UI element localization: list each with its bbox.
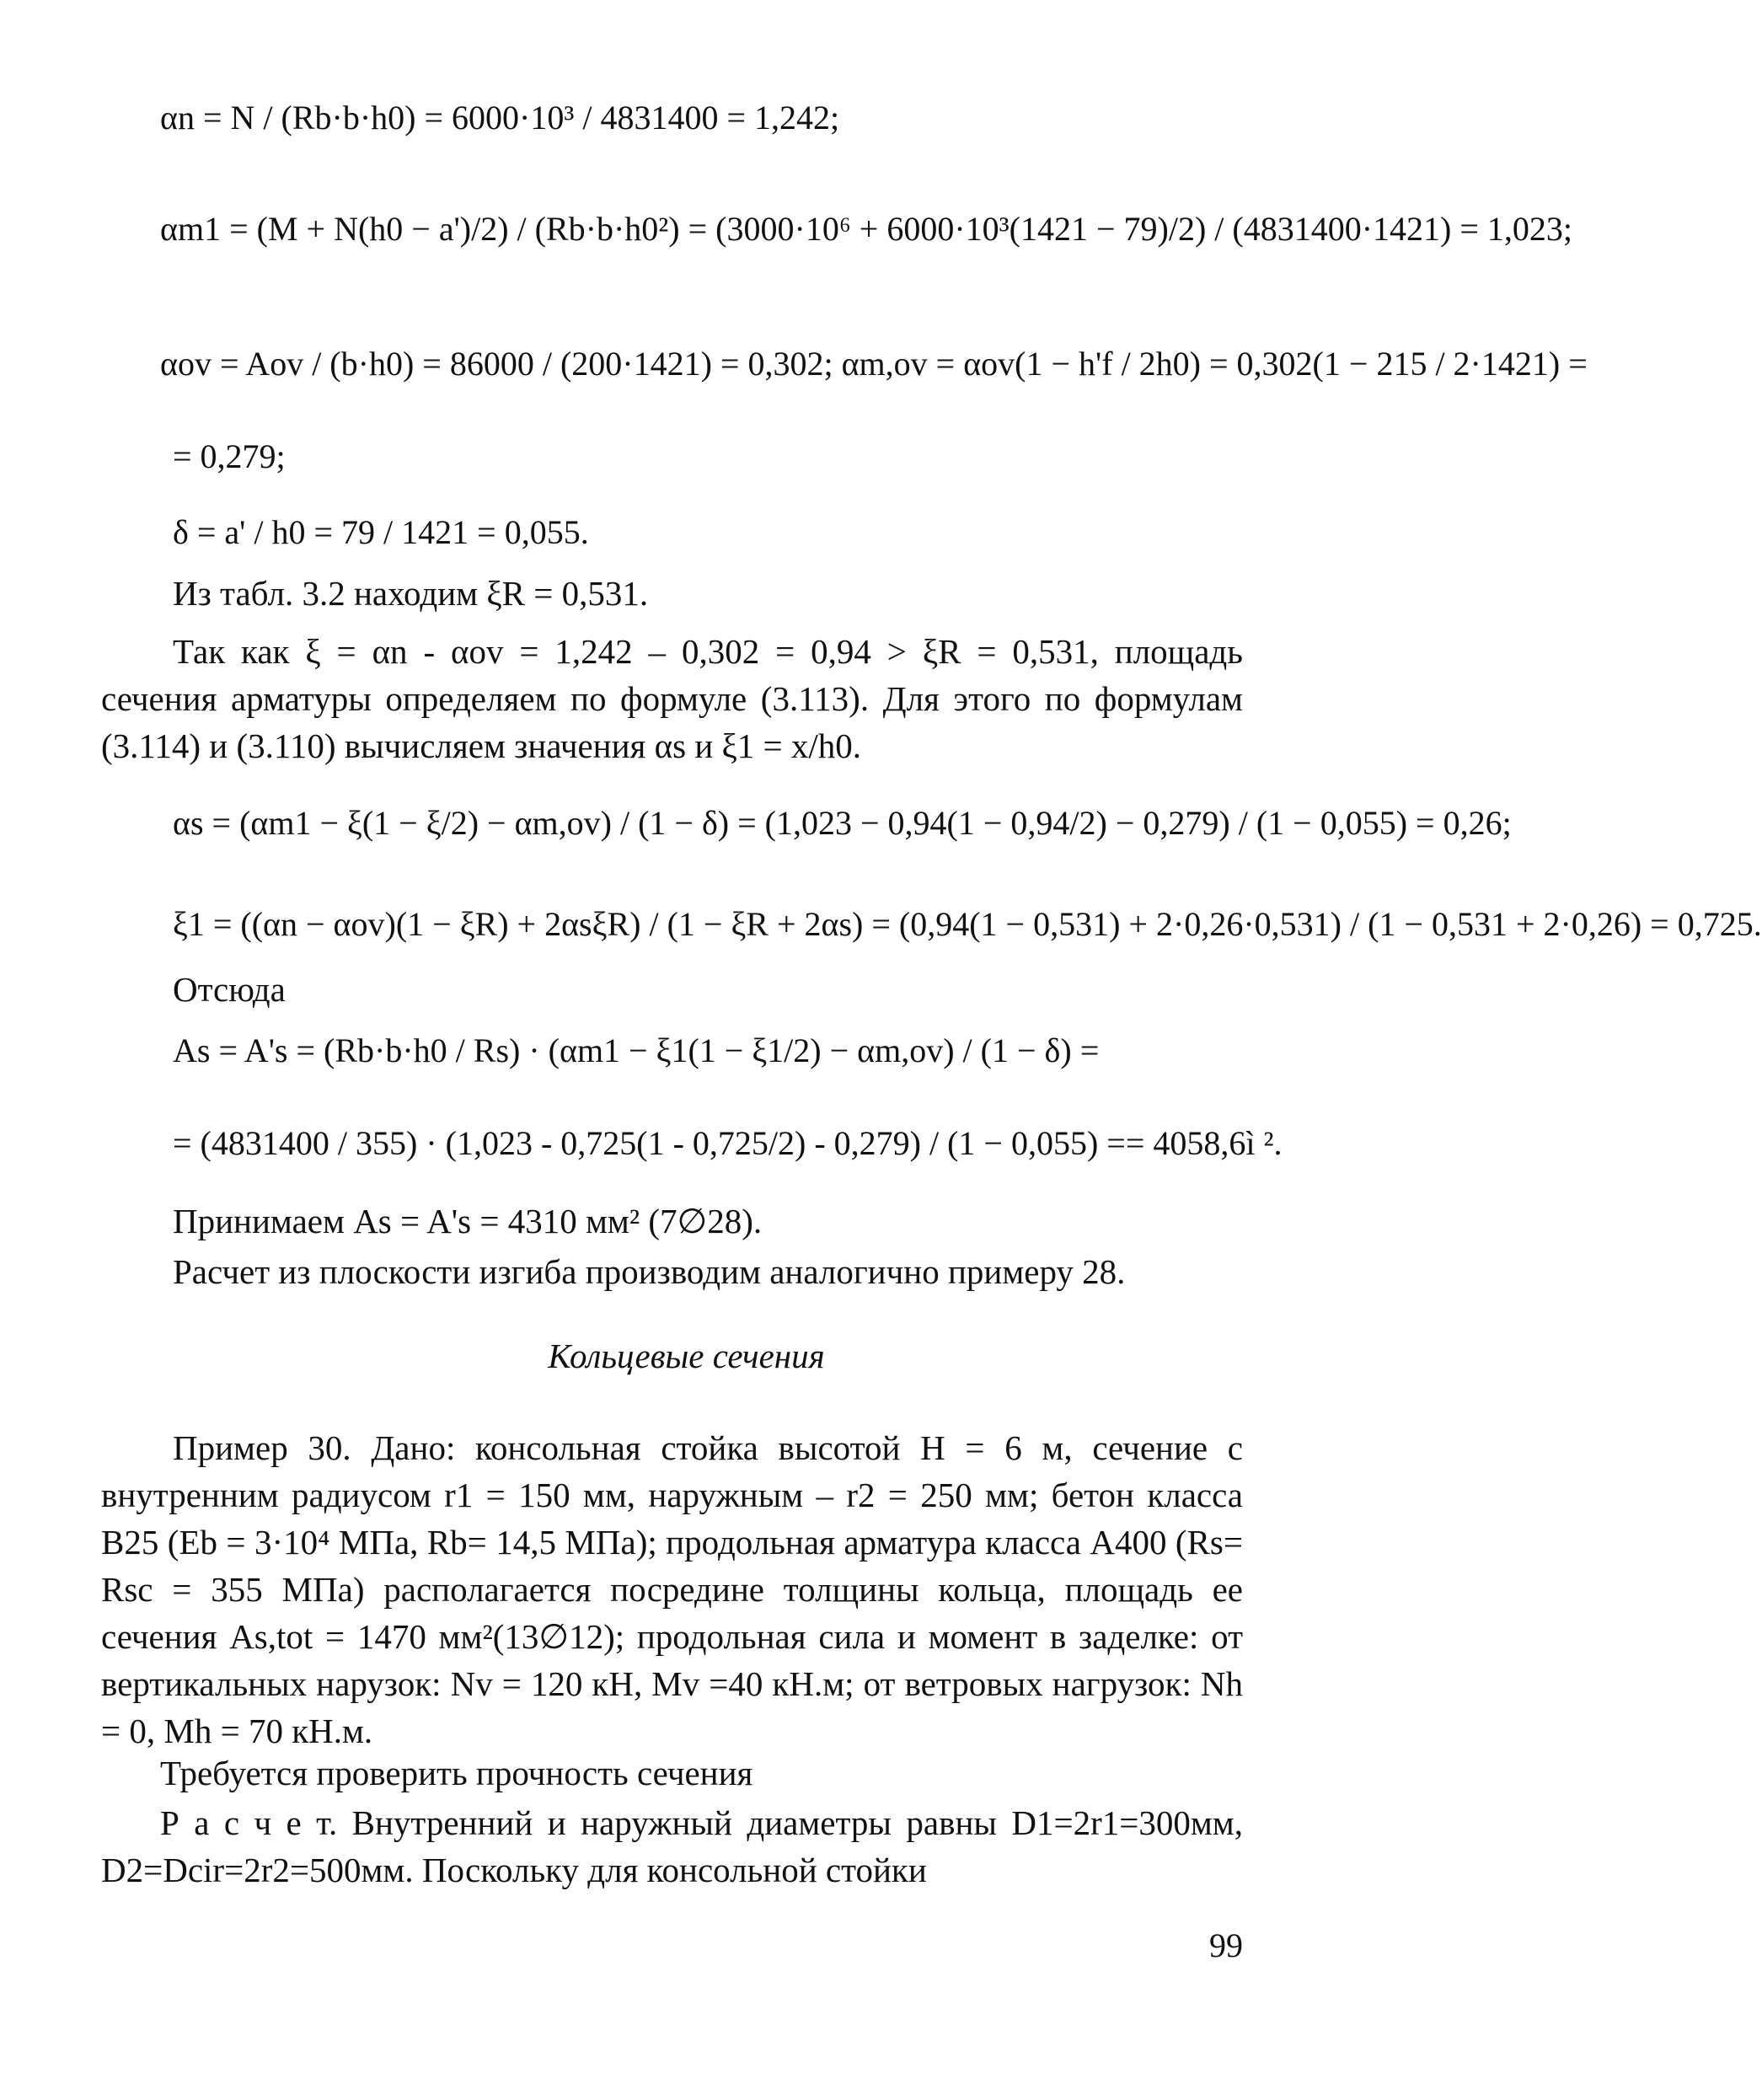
formula-As-value: [173, 1125, 1283, 1162]
formula-text: αs = (αm1 − ξ(1 − ξ/2) − αm,ov) / (1 − δ) = (1,023 − 0,94(1 − 0,94/2) − 0,279) / (1 − 0,055) = 0,26;: [173, 804, 1512, 842]
text-prinimaem: Принимаем As = A's = 4310 мм² (7∅28).: [173, 1202, 763, 1240]
section-heading: Кольцевые сечения: [548, 1337, 825, 1375]
formula-text: ξ1 = ((αn − αov)(1 − ξR) + 2αsξR) / (1 − ξR + 2αs) = (0,94(1 − 0,531) + 2·0,26·0,531) / (1 − 0,531 + 2·0,26) = 0,725.: [173, 905, 1762, 943]
formula-alpha-ov-cont: [173, 438, 286, 475]
paragraph-example-30: Пример 30. Дано: консольная стойка высотой H = 6 м, сечение с внутренним радиусом r1 = 150 мм, наружным – r2 = 250 мм; бетон класса В25 (Eb = 3·10⁴ МПа, Rb= 14,5 МПа); продольная арматура класса А400 (Rs= Rsc = 355 МПа) располагается посредине толщины кольца, площадь ее сечения As,tot = 1470 мм²(13∅12); продольная сила и момент в заделке: от вертикальных нарузок: Nv = 120 кН, Mv =40 кН.м; от ветровых нагрузок: Nh = 0, Mh = 70 кН.м.: [101, 1428, 1243, 1750]
paragraph-raschet: Р а с ч е т. Внутренний и наружный диаметры равны D1=2r1=300мм, D2=Dcir=2r2=500мм. Поскольку для консольной стойки: [101, 1803, 1243, 1889]
formula-alpha-s: [173, 805, 1512, 842]
formula-xi-1: [173, 906, 1762, 943]
formula-text: = 0,279;: [173, 437, 286, 475]
formula-text: δ = a' / h0 = 79 / 1421 = 0,055.: [173, 513, 589, 551]
formula-As: [173, 1032, 1099, 1069]
formula-text: As = A's = (Rb·b·h0 / Rs) · (αm1 − ξ1(1 − ξ1/2) − αm,ov) / (1 − δ) =: [173, 1031, 1100, 1069]
page-number: 99: [1209, 1926, 1243, 1964]
paragraph-main: Так как ξ = αn - αov = 1,242 – 0,302 = 0,94 > ξR = 0,531, площадь сечения арматуры определяем по формуле (3.113). Для этого по формулам (3.114) и (3.110) вычисляем значения αs и ξ1 = x/h0.: [101, 632, 1243, 765]
text-table-line: Из табл. 3.2 находим ξR = 0,531.: [173, 574, 649, 613]
formula-delta: [173, 514, 589, 551]
formula-text: αm1 = (M + N(h0 − a')/2) / (Rb·b·h0²) = (3000·10⁶ + 6000·10³(1421 − 79)/2) / (4831400·1421) = 1,023;: [160, 210, 1573, 248]
text-raschet-iz: Расчет из плоскости изгиба производим аналогично примеру 28.: [173, 1252, 1126, 1291]
formula-alpha-n: [160, 99, 839, 137]
formula-text: αn = N / (Rb·b·h0) = 6000·10³ / 4831400 = 1,242;: [160, 99, 840, 137]
formula-alpha-ov: [160, 346, 1588, 383]
formula-text: αov = Aov / (b·h0) = 86000 / (200·1421) = 0,302; αm,ov = αov(1 − h'f / 2h0) = 0,302(1 − 215 / 2·1421) =: [160, 345, 1588, 383]
text-otsyuda: Отсюда: [173, 970, 286, 1009]
text-trebuetsya: Требуется проверить прочность сечения: [160, 1754, 753, 1792]
formula-alpha-m1: [160, 211, 1572, 248]
formula-text: = (4831400 / 355) · (1,023 - 0,725(1 - 0,725/2) - 0,279) / (1 − 0,055) == 4058,6ì ².: [173, 1124, 1283, 1162]
